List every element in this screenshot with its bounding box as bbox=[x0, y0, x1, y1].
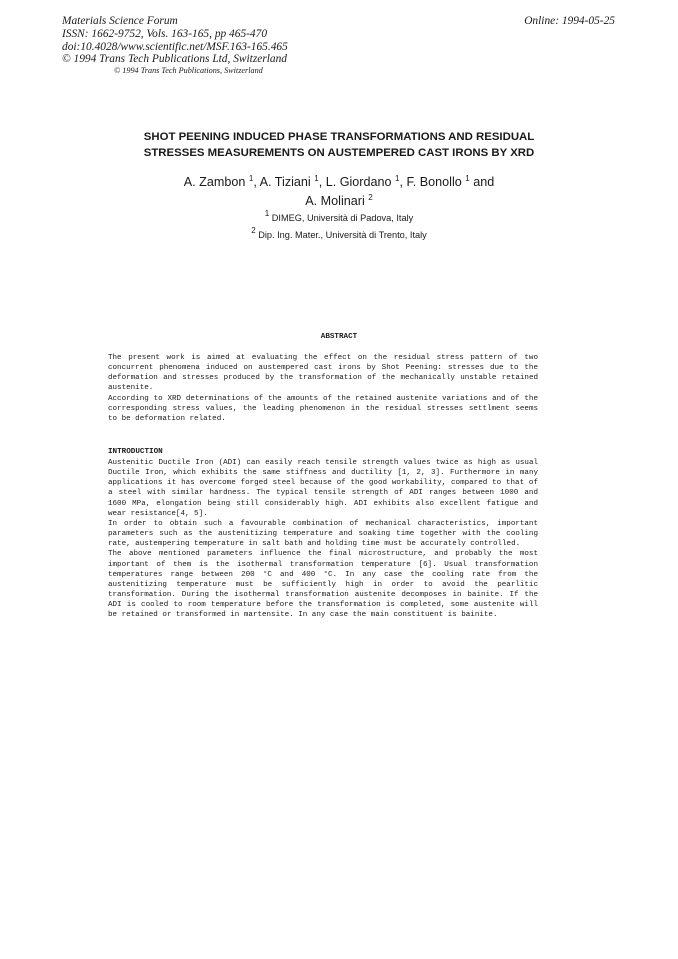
author-name: F. Bonollo bbox=[406, 175, 462, 189]
author-line-1 bbox=[100, 171, 578, 190]
affiliation-text: DIMEG, Università di Padova, Italy bbox=[269, 213, 414, 223]
author-separator: , bbox=[399, 175, 407, 189]
journal-name: Materials Science Forum bbox=[62, 15, 178, 27]
introduction-paragraph: In order to obtain such a favourable combination of mechanical characteristics, important parameters such as the austenitizing temperature and soaking time together with the cooling rate, austempering temperature in salt bath and holding time must be accurately controlled. bbox=[108, 519, 538, 549]
author-list bbox=[100, 171, 578, 209]
affiliation-number: 2 bbox=[251, 226, 256, 235]
author-affiliation-mark: 1 bbox=[395, 174, 400, 183]
author-separator: , bbox=[318, 175, 326, 189]
copyright-small: © 1994 Trans Tech Publications, Switzerland bbox=[114, 66, 263, 75]
abstract-paragraph: According to XRD determinations of the amounts of the retained austenite variations and of the corresponding stress values, the leading phenomenon in the residual stresses settlment seems to be deformation related. bbox=[108, 394, 538, 423]
author-affiliation-mark: 1 bbox=[248, 174, 254, 183]
affiliation-number: 1 bbox=[264, 209, 270, 218]
author-separator: and bbox=[469, 175, 495, 189]
introduction-paragraph: Austenitic Ductile Iron (ADI) can easily reach tensile strength values twice as high as usual Ductile Iron, which exhibits the same stiffness and ductility [1, 2, 3]. Furthermore in many applications it has overcome forged steel because of the good workability, compared to that of a steel with similar hardness. The typical tensile strength of ADI ranges between 1000 and 1600 MPa, elongation being still considerably high. ADI exhibits also excellent fatigue and wear resistance[4, 5]. bbox=[108, 459, 538, 518]
author-name: L. Giordano bbox=[325, 175, 392, 189]
author-name: A. Zambon bbox=[183, 175, 246, 189]
affiliation-2 bbox=[100, 226, 578, 240]
author-affiliation-mark: 1 bbox=[465, 174, 470, 183]
author-name: A. Molinari bbox=[305, 194, 365, 208]
title-line-2: STRESSES MEASUREMENTS ON AUSTEMPERED CAST IRONS BY XRD bbox=[143, 147, 535, 159]
paper-title bbox=[100, 129, 578, 161]
author-name: A. Tiziani bbox=[259, 175, 311, 189]
author-separator: , bbox=[253, 175, 260, 189]
author-line-2 bbox=[100, 190, 578, 209]
issn-line: ISSN: 1662-9752, Vols. 163-165, pp 465-470 bbox=[62, 27, 268, 40]
abstract-paragraph: The present work is aimed at evaluating the effect on the residual stress pattern of two concurrent phenomena induced on austempered cast irons by Shot Peening: stresses due to the deformation and stresses produced by the transformation of the mechanically unstable retained austenite. bbox=[108, 354, 538, 393]
author-affiliation-mark: 2 bbox=[368, 193, 373, 202]
author-affiliation-mark: 1 bbox=[314, 174, 319, 183]
introduction-heading: INTRODUCTION bbox=[108, 448, 163, 456]
abstract-heading: ABSTRACT bbox=[320, 333, 358, 341]
online-date: Online: 1994-05-25 bbox=[524, 15, 615, 27]
doi-link[interactable]: doi:10.4028/www.scientific.net/MSF.163-165.465 bbox=[62, 40, 288, 53]
journal-header bbox=[62, 15, 288, 66]
introduction-body bbox=[108, 458, 538, 621]
affiliation-1 bbox=[100, 209, 578, 223]
affiliation-text: Dip. Ing. Mater., Università di Trento, Italy bbox=[255, 230, 427, 240]
abstract-body bbox=[108, 353, 538, 424]
introduction-paragraph: The above mentioned parameters influence the final microstructure, and probably the most important of them is the isothermal transformation temperature [6]. Usual transformation temperatures range between 200 °C and 400 °C. In any case the cooling rate from the austenitizing temperature must be sufficiently high in order to avoid the pearlitic transformation. During the isothermal transformation austenite decomposes in bainite. If the ADI is cooled to room temperature before the transformation is completed, some austenite will be retained or transformed in martensite. In any case the main constituent is bainite. bbox=[108, 550, 538, 620]
title-line-1: SHOT PEENING INDUCED PHASE TRANSFORMATIONS AND RESIDUAL bbox=[143, 131, 535, 143]
copyright-line: © 1994 Trans Tech Publications Ltd, Switzerland bbox=[62, 53, 287, 66]
